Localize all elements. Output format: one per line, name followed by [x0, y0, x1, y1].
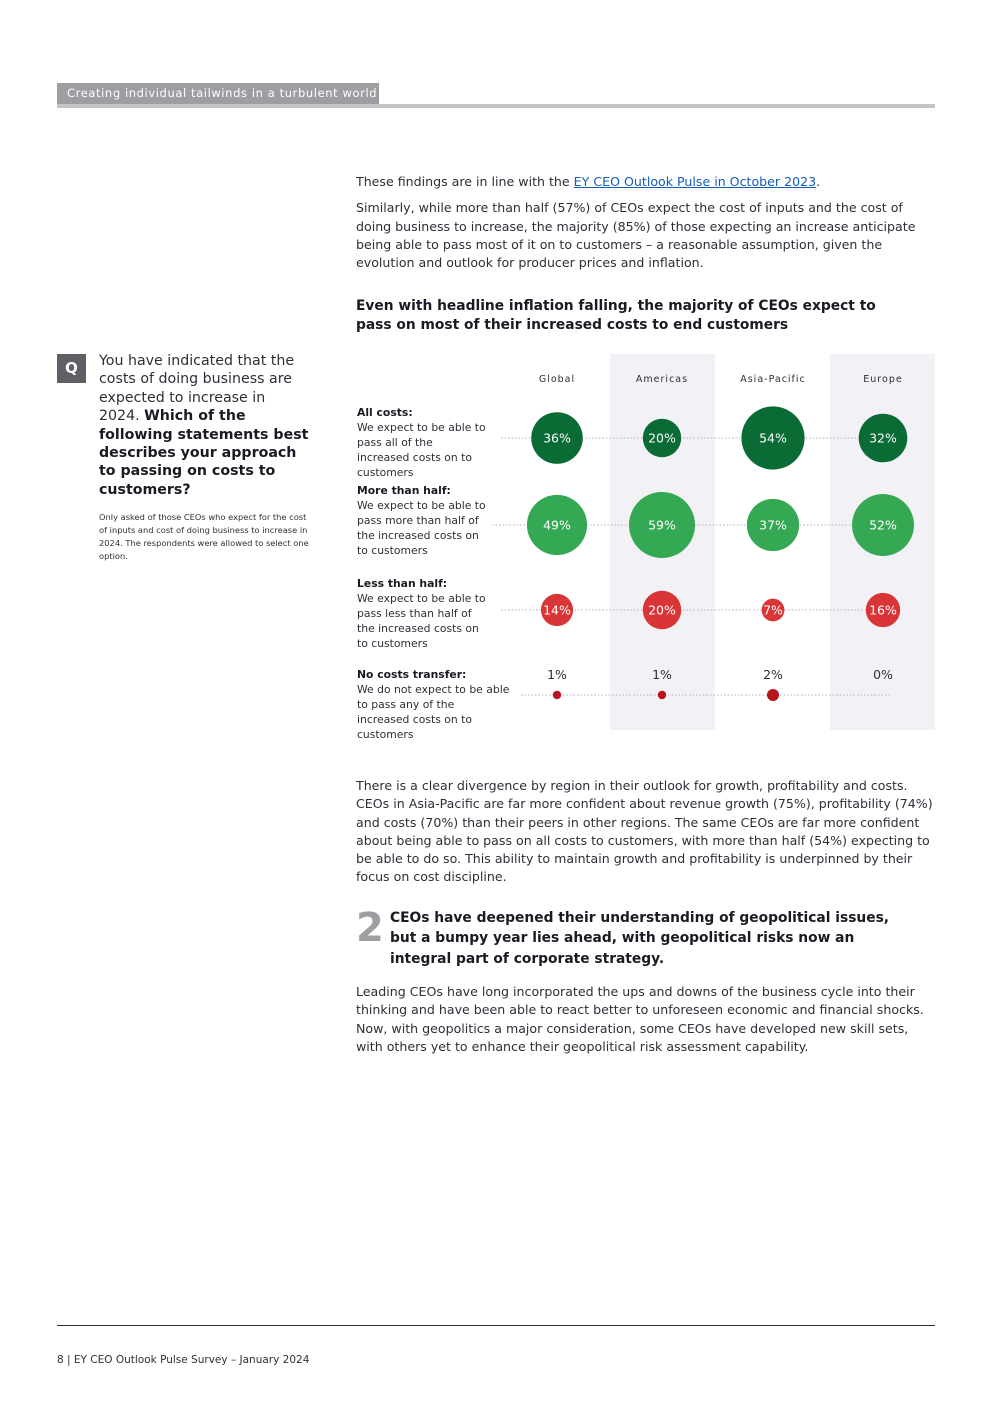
bubble: [553, 691, 561, 699]
bubble-value: 20%: [648, 430, 676, 446]
bubble-value: 32%: [869, 430, 897, 446]
row-description-line: We do not expect to be able: [357, 683, 510, 696]
row-description-line: the increased costs on: [357, 622, 479, 635]
section-number: 2: [356, 905, 384, 951]
section-heading: CEOs have deepened their understanding of geopolitical issues, but a bumpy year lies ahead, with geopolitical risks now an integral part of corporate strategy.: [390, 910, 890, 967]
pulse-october-link[interactable]: EY CEO Outlook Pulse in October 2023: [573, 174, 817, 189]
section-body: Leading CEOs have long incorporated the ups and downs of the business cycle into their thinking and have been able to react better to unforeseen economic and financial shocks. Now, with geopolitics a major consideration, some CEOs have developed new skill sets, with others yet to enhance their geopolitical risk assessment capability.: [356, 984, 924, 1054]
bubble: [767, 689, 779, 701]
bubble-value: 54%: [759, 430, 787, 446]
row-description-line: pass less than half of: [357, 607, 472, 620]
row-description-line: We expect to be able to: [357, 499, 486, 512]
row-description-line: to customers: [357, 544, 428, 557]
row-description-line: customers: [357, 466, 414, 479]
intro-text: [356, 173, 936, 272]
column-header: Americas: [635, 374, 689, 385]
bubble-chart: [356, 354, 936, 741]
row-label: No costs transfer:: [357, 668, 467, 681]
bubble-value: 49%: [543, 517, 571, 533]
question-badge: Q: [57, 354, 86, 383]
question-note: Only asked of those CEOs who expect for the cost of inputs and cost of doing business to increase in 2024. The respondents were allowed to select one option.: [99, 512, 309, 561]
question-text: [99, 352, 309, 499]
row-description-line: increased costs on to: [357, 713, 472, 726]
question-bold: Which of the following statements best describes your approach to passing on costs to customers?: [99, 408, 309, 498]
row-description-line: to pass any of the: [357, 698, 455, 711]
intro-prefix: These findings are in line with the: [356, 174, 574, 189]
bubble-value: 2%: [763, 667, 783, 682]
column-header: Europe: [863, 374, 903, 385]
bubble-value: 59%: [648, 517, 676, 533]
bubble-value: 1%: [547, 667, 567, 682]
row-description-line: to customers: [357, 637, 428, 650]
row-description-line: We expect to be able to: [357, 592, 486, 605]
bubble-value: 37%: [759, 517, 787, 533]
bubble-value: 0%: [873, 667, 893, 682]
bubble-value: 52%: [869, 517, 897, 533]
row-label: All costs:: [357, 406, 413, 419]
section-title-tab: Creating individual tailwinds in a turbulent world: [57, 83, 379, 104]
intro-paragraph-2: Similarly, while more than half (57%) of CEOs expect the cost of inputs and the cost of doing business to increase, the majority (85%) of those expecting an increase anticipate being able to pass most of it on to customers – a reasonable assumption, given the evolution and outlook for producer prices and inflation.: [356, 200, 916, 271]
intro-paragraph-1: [356, 173, 936, 191]
header-rule: [57, 104, 935, 108]
bubble-value: 16%: [869, 602, 897, 618]
intro-suffix: .: [816, 174, 821, 189]
row-description-line: pass more than half of: [357, 514, 479, 527]
row-description-line: the increased costs on: [357, 529, 479, 542]
row-description-line: customers: [357, 728, 414, 741]
divergence-paragraph: There is a clear divergence by region in their outlook for growth, profitability and costs. CEOs in Asia-Pacific are far more confident about revenue growth (75%), profitability (74%) and costs (70%) than their peers in other regions. The same CEOs are far more confident about being able to pass on all costs to customers, with more than half (54%) expecting to be able to do so. This ability to maintain growth and profitability is underpinned by their focus on cost discipline.: [356, 778, 933, 885]
footer-rule: [57, 1325, 935, 1326]
bubble-value: 36%: [543, 430, 571, 446]
column-header: Global: [538, 374, 576, 385]
chart-title: Even with headline inflation falling, the majority of CEOs expect to pass on most of their increased costs to end customers: [356, 298, 876, 333]
bubble-value: 7%: [763, 602, 783, 618]
column-header: Asia-Pacific: [740, 374, 806, 385]
footer-text: 8 | EY CEO Outlook Pulse Survey – January 2024: [57, 1354, 310, 1366]
bubble: [658, 691, 666, 699]
row-label: Less than half:: [357, 577, 448, 590]
bubble-value: 1%: [652, 667, 672, 682]
bubble-value: 14%: [543, 602, 571, 618]
row-description-line: increased costs on to: [357, 451, 472, 464]
header-bar: [57, 83, 935, 108]
row-description-line: pass all of the: [357, 436, 433, 449]
row-description-line: We expect to be able to: [357, 421, 486, 434]
bubble-value: 20%: [648, 602, 676, 618]
row-label: More than half:: [357, 484, 451, 497]
question-lead: You have indicated that the costs of doing business are expected to increase in 2024.: [99, 353, 295, 425]
